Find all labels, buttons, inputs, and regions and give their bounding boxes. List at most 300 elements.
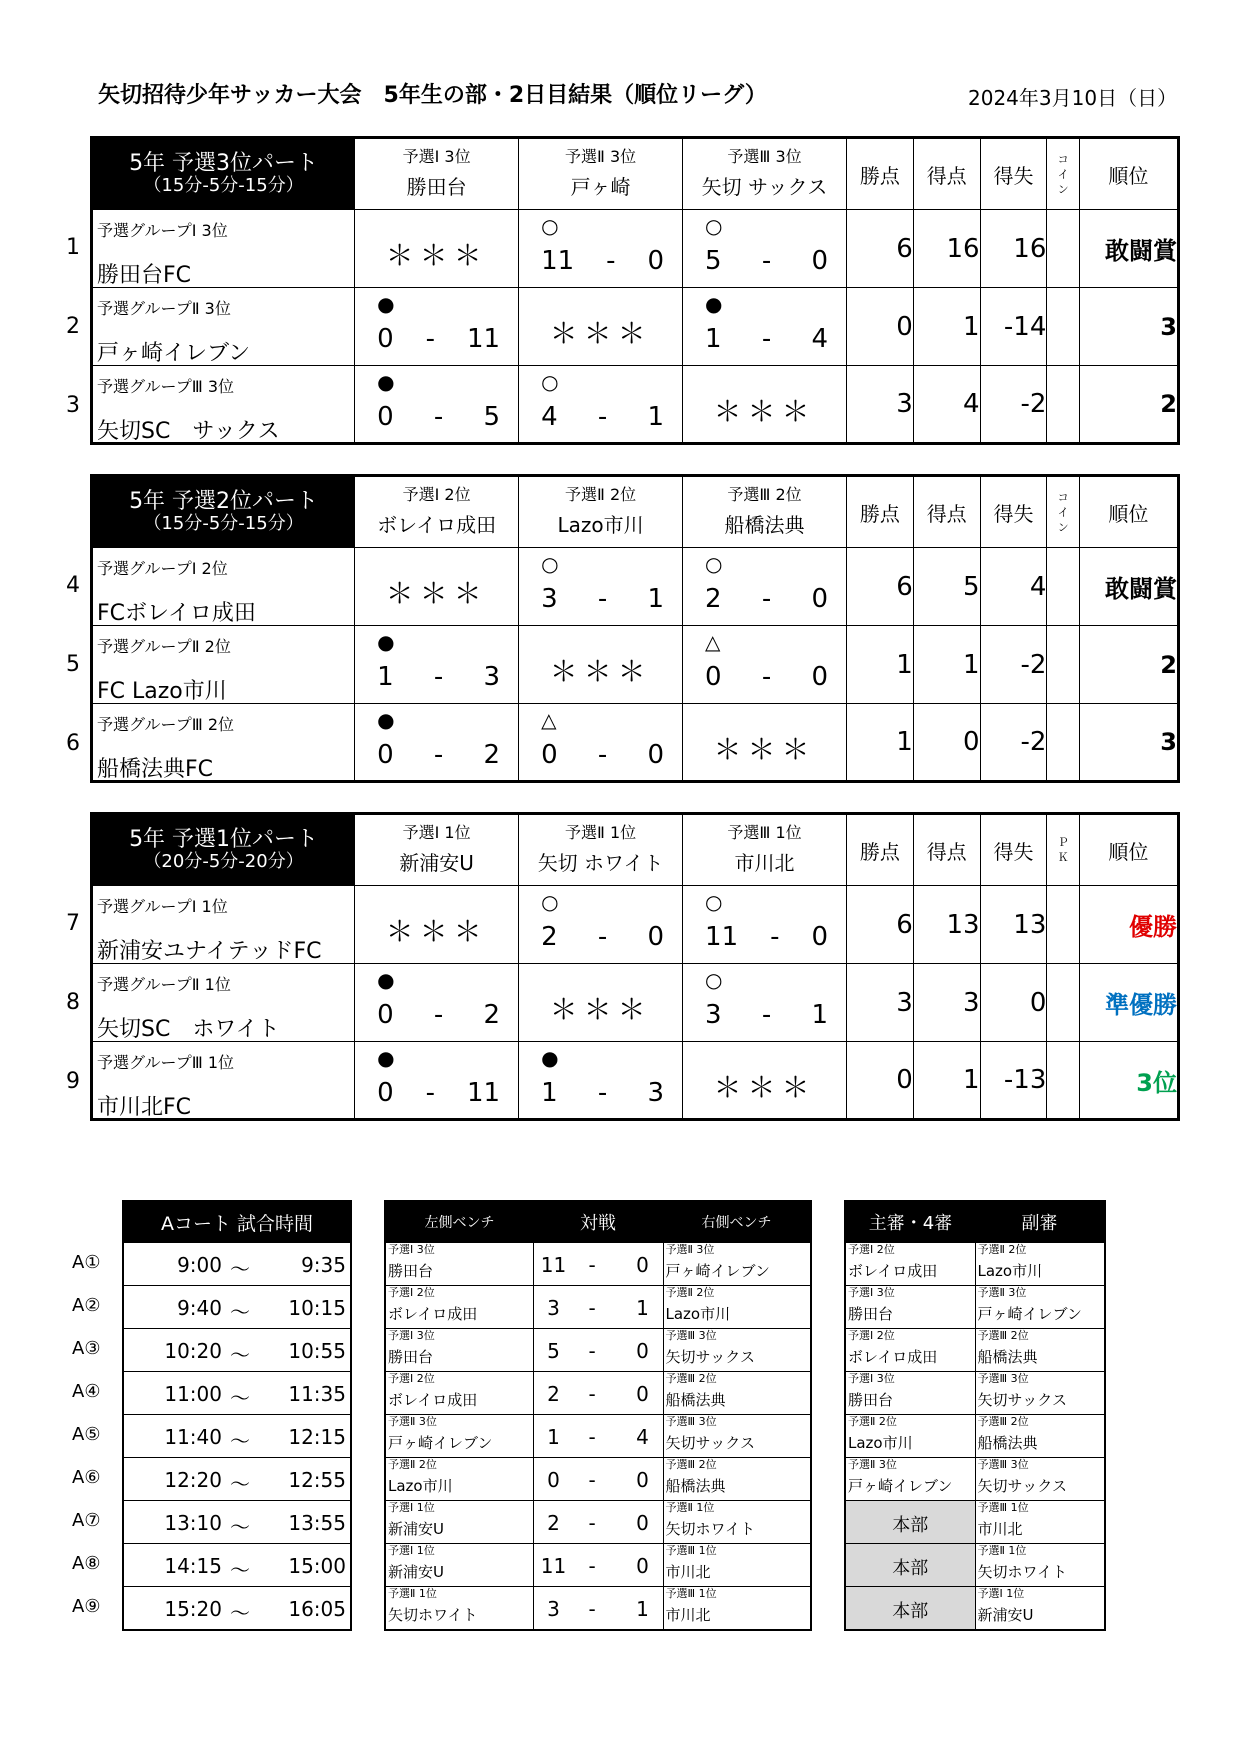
main-referee-cell	[845, 1587, 975, 1631]
tilde: ～	[230, 1343, 250, 1367]
self-match-mark: ＊＊＊	[713, 733, 816, 766]
tiebreak-value	[1047, 886, 1079, 964]
assistant-referee-qualifier: 予選Ⅲ 3位	[977, 1372, 1029, 1385]
main-referee-cell	[845, 1458, 975, 1501]
match-score	[541, 740, 664, 770]
assistant-referee-team: 市川北	[977, 1520, 1023, 1538]
score-right: 0	[636, 1468, 649, 1492]
left-team: 戸ヶ崎イレブン	[388, 1434, 493, 1452]
score-right: 0	[636, 1511, 649, 1535]
team-cell	[92, 1042, 355, 1120]
tiebreak-value	[1047, 704, 1079, 782]
tilde: ～	[230, 1257, 250, 1281]
right-bench-cell	[663, 1243, 811, 1286]
score-opp: 1	[647, 584, 665, 614]
match-score	[541, 584, 664, 614]
score-left: 2	[547, 1511, 560, 1535]
score-left: 1	[547, 1425, 560, 1449]
left-team: 矢切ホワイト	[388, 1606, 478, 1624]
match-score	[541, 402, 664, 432]
score-opp: 4	[811, 324, 828, 354]
qualifier-label: 予選Ⅱ 2位	[564, 485, 637, 504]
team-cell	[92, 210, 355, 288]
main-referee-team: Lazo市川	[848, 1434, 913, 1452]
match-score	[377, 324, 500, 354]
row-number: 8	[66, 990, 80, 1015]
match-id: A②	[72, 1295, 101, 1316]
tiebreak-value	[1047, 964, 1079, 1042]
qualifier-label: 予選Ⅰ 1位	[402, 823, 471, 842]
result-cell	[683, 964, 847, 1042]
team-name: 矢切SC ホワイト	[97, 1017, 280, 1042]
main-referee-cell	[845, 1329, 975, 1372]
score-dash: -	[433, 402, 444, 432]
team-cell	[92, 964, 355, 1042]
right-bench-cell	[663, 1286, 811, 1329]
main-referee-cell	[845, 1286, 975, 1329]
assistant-referee-cell	[975, 1587, 1105, 1631]
assistant-referee-team: 新浦安U	[977, 1606, 1034, 1624]
score-opp: 0	[811, 246, 828, 276]
result-cell	[355, 964, 519, 1042]
match-score-cell	[533, 1329, 663, 1372]
result-cell	[519, 548, 683, 626]
right-qualifier: 予選Ⅲ 2位	[665, 1458, 717, 1471]
diff-header: 得失	[980, 138, 1047, 210]
tiebreak-value	[1047, 366, 1079, 444]
diff-value: 4	[980, 548, 1047, 626]
assistant-referee-qualifier: 予選Ⅱ 1位	[977, 1544, 1027, 1557]
score-dash: -	[770, 922, 780, 952]
score-left: 2	[547, 1382, 560, 1406]
loss-mark	[377, 1046, 394, 1070]
time-cell	[123, 1415, 351, 1458]
right-team: 矢切ホワイト	[665, 1520, 756, 1538]
points-value: 1	[847, 704, 914, 782]
match-score	[705, 662, 828, 692]
row-number: 9	[66, 1069, 80, 1094]
right-qualifier: 予選Ⅲ 2位	[665, 1372, 717, 1385]
qualifier-label: 予選Ⅱ 1位	[564, 823, 637, 842]
win-mark	[541, 214, 558, 238]
score-own: 0	[377, 740, 394, 770]
start-time: 10:20	[164, 1339, 222, 1363]
match-score	[377, 402, 500, 432]
left-team: 勝田台	[388, 1348, 434, 1366]
score-dash: -	[588, 1425, 596, 1449]
goals-value: 0	[913, 704, 980, 782]
end-time: 16:05	[288, 1597, 346, 1621]
right-qualifier: 予選Ⅱ 3位	[665, 1243, 715, 1256]
end-time: 15:00	[288, 1554, 346, 1578]
self-match-mark: ＊＊＊	[713, 1071, 816, 1104]
match-score	[377, 740, 500, 770]
right-bench-cell	[663, 1372, 811, 1415]
diff-value: 13	[980, 886, 1047, 964]
points-value: 0	[847, 288, 914, 366]
points-value: 6	[847, 886, 914, 964]
end-time: 13:55	[288, 1511, 346, 1535]
points-header: 勝点	[847, 814, 914, 886]
assistant-referee-cell	[975, 1544, 1105, 1587]
match-id: A①	[72, 1252, 101, 1273]
left-qualifier: 予選Ⅰ 1位	[388, 1544, 435, 1557]
right-bench-cell	[663, 1458, 811, 1501]
row-number: 7	[66, 911, 80, 936]
page-title: 矢切招待少年サッカー大会 5年生の部・2日目結果（順位リーグ）	[98, 83, 767, 108]
draw-mark	[541, 708, 556, 732]
tilde: ～	[230, 1472, 250, 1496]
match-score-cell	[533, 1458, 663, 1501]
result-cell	[683, 288, 847, 366]
tiebreak-char: ン	[1057, 520, 1069, 534]
left-qualifier: 予選Ⅰ 2位	[388, 1286, 435, 1299]
tiebreak-value	[1047, 548, 1079, 626]
match-score-cell	[533, 1243, 663, 1286]
main-referee-team: 勝田台	[848, 1305, 894, 1323]
loss-mark	[377, 708, 394, 732]
score-own: 11	[541, 246, 575, 276]
part-time: （20分-5分-20分）	[143, 851, 304, 872]
left-bench-cell	[385, 1243, 533, 1286]
goals-value: 3	[913, 964, 980, 1042]
assistant-referee-qualifier: 予選Ⅰ 1位	[977, 1587, 1025, 1600]
score-dash: -	[761, 1000, 772, 1030]
right-team: 矢切サックス	[665, 1434, 756, 1452]
left-team: ボレイロ成田	[388, 1391, 478, 1409]
team-cell	[92, 704, 355, 782]
result-cell	[519, 626, 683, 704]
left-team: 新浦安U	[388, 1520, 444, 1538]
points-value: 6	[847, 548, 914, 626]
tiebreak-char: コ	[1057, 152, 1069, 166]
time-cell	[123, 1329, 351, 1372]
match-id: A⑦	[72, 1510, 101, 1531]
result-cell	[355, 886, 519, 964]
match-score-cell	[533, 1286, 663, 1329]
match-id: A④	[72, 1381, 101, 1402]
time-cell	[123, 1372, 351, 1415]
assistant-referee-cell	[975, 1286, 1105, 1329]
tiebreak-char: Ｋ	[1057, 851, 1069, 864]
tiebreak-char: ン	[1057, 182, 1069, 196]
match-header: 対戦	[533, 1201, 663, 1243]
part-name: 5年 予選3位パート	[129, 151, 319, 176]
goals-value: 5	[913, 548, 980, 626]
opponent-header	[519, 814, 683, 886]
time-cell	[123, 1458, 351, 1501]
start-time: 9:00	[177, 1253, 222, 1277]
row-number: 2	[66, 314, 80, 339]
match-score	[541, 1078, 664, 1108]
team-cell	[92, 288, 355, 366]
assistant-referee-qualifier: 予選Ⅲ 1位	[977, 1501, 1029, 1514]
left-team: 勝田台	[388, 1262, 434, 1280]
win-mark	[705, 552, 722, 576]
diff-value: 16	[980, 210, 1047, 288]
match-score	[377, 662, 500, 692]
match-score	[377, 1078, 500, 1108]
row-number: 6	[66, 731, 80, 756]
loss-mark	[705, 292, 722, 316]
score-opp: 5	[483, 402, 501, 432]
score-dash: -	[588, 1339, 596, 1363]
score-dash: -	[588, 1597, 596, 1621]
score-opp: 0	[647, 922, 665, 952]
tiebreak-value	[1047, 1042, 1079, 1120]
main-referee-cell	[845, 1544, 975, 1587]
headquarters-label: 本部	[892, 1601, 929, 1622]
left-bench-cell	[385, 1329, 533, 1372]
score-own: 0	[377, 402, 394, 432]
team-name: 新浦安ユナイテッドFC	[97, 939, 322, 964]
score-right: 0	[636, 1253, 649, 1277]
team-cell	[92, 886, 355, 964]
goals-value: 1	[913, 626, 980, 704]
goals-header: 得点	[913, 476, 980, 548]
score-own: 11	[705, 922, 739, 952]
main-referee-qualifier: 予選Ⅰ 3位	[848, 1372, 895, 1385]
referee-table	[844, 1200, 1106, 1631]
main-referee-team: ボレイロ成田	[848, 1348, 938, 1366]
score-dash: -	[588, 1296, 596, 1320]
right-qualifier: 予選Ⅱ 2位	[665, 1286, 715, 1299]
group-label: 予選グループⅠ 1位	[97, 897, 228, 916]
left-qualifier: 予選Ⅰ 1位	[388, 1501, 435, 1514]
rank-value: 準優勝	[1079, 964, 1178, 1042]
score-dash: -	[588, 1253, 596, 1277]
result-cell	[519, 964, 683, 1042]
match-score-cell	[533, 1372, 663, 1415]
score-dash: -	[425, 324, 436, 354]
goals-value: 1	[913, 288, 980, 366]
left-qualifier: 予選Ⅱ 2位	[388, 1458, 437, 1471]
opponent-header	[355, 476, 519, 548]
group-label: 予選グループⅠ 2位	[97, 559, 228, 578]
rank-value: 優勝	[1079, 886, 1178, 964]
score-own: 1	[377, 662, 394, 692]
match-score	[705, 246, 828, 276]
score-opp: 0	[647, 740, 665, 770]
main-referee-cell	[845, 1501, 975, 1544]
rank-value: 2	[1079, 366, 1178, 444]
group-label: 予選グループⅡ 2位	[97, 637, 231, 656]
result-cell	[355, 210, 519, 288]
score-opp: 1	[811, 1000, 828, 1030]
assistant-referee-team: 矢切サックス	[977, 1477, 1068, 1495]
score-dash: -	[597, 402, 608, 432]
points-header: 勝点	[847, 476, 914, 548]
opponent-name: 船橋法典	[724, 513, 805, 537]
score-own: 0	[541, 740, 558, 770]
right-bench-cell	[663, 1501, 811, 1544]
left-qualifier: 予選Ⅱ 1位	[388, 1587, 437, 1600]
score-opp: 3	[647, 1078, 665, 1108]
goals-header: 得点	[913, 138, 980, 210]
self-match-mark: ＊＊＊	[549, 317, 652, 350]
main-referee-qualifier: 予選Ⅱ 2位	[848, 1415, 897, 1428]
match-score	[705, 584, 828, 614]
opponent-header	[519, 476, 683, 548]
score-dash: -	[761, 662, 772, 692]
score-dash: -	[588, 1554, 596, 1578]
result-cell	[355, 288, 519, 366]
right-bench-cell	[663, 1587, 811, 1631]
time-header: Aコート 試合時間	[123, 1201, 351, 1243]
self-match-mark: ＊＊＊	[549, 655, 652, 688]
group-label: 予選グループⅢ 3位	[97, 377, 235, 396]
score-opp: 11	[466, 324, 501, 354]
main-referee-header: 主審・4審	[845, 1201, 975, 1243]
diff-value: -2	[980, 366, 1047, 444]
assistant-referee-team: 戸ヶ崎イレブン	[977, 1305, 1082, 1323]
score-own: 2	[541, 922, 558, 952]
left-bench-cell	[385, 1501, 533, 1544]
score-opp: 0	[647, 246, 665, 276]
headquarters-label: 本部	[892, 1558, 929, 1579]
tilde: ～	[230, 1386, 250, 1410]
opponent-header	[355, 814, 519, 886]
score-dash: -	[433, 740, 444, 770]
opponent-name: 市川北	[734, 851, 795, 875]
points-header: 勝点	[847, 138, 914, 210]
score-own: 5	[705, 246, 722, 276]
score-right: 0	[636, 1554, 649, 1578]
result-cell	[355, 1042, 519, 1120]
right-qualifier: 予選Ⅲ 1位	[665, 1587, 717, 1600]
part-time: （15分-5分-15分）	[143, 513, 304, 534]
loss-mark	[377, 630, 394, 654]
end-time: 10:15	[288, 1296, 346, 1320]
match-score	[705, 922, 828, 952]
main-referee-cell	[845, 1415, 975, 1458]
result-cell	[519, 704, 683, 782]
goals-header: 得点	[913, 814, 980, 886]
tiebreak-char: イ	[1057, 505, 1069, 519]
rank-header: 順位	[1079, 138, 1178, 210]
self-match-mark: ＊＊＊	[385, 915, 488, 948]
assistant-referee-team: 船橋法典	[977, 1434, 1038, 1452]
group-label: 予選グループⅡ 1位	[97, 975, 231, 994]
result-cell	[683, 366, 847, 444]
score-dash: -	[761, 246, 772, 276]
left-qualifier: 予選Ⅰ 2位	[388, 1372, 435, 1385]
score-right: 1	[636, 1296, 649, 1320]
win-mark	[541, 552, 558, 576]
opponent-name: 勝田台	[406, 175, 467, 199]
opponent-name: ボレイロ成田	[377, 513, 497, 537]
team-cell	[92, 366, 355, 444]
team-name: FC Lazo市川	[97, 679, 227, 704]
team-name: 勝田台FC	[97, 263, 192, 288]
opponent-name: 新浦安U	[399, 851, 474, 875]
match-score	[705, 324, 828, 354]
time-cell	[123, 1501, 351, 1544]
right-qualifier: 予選Ⅲ 3位	[665, 1329, 717, 1342]
assistant-referee-cell	[975, 1243, 1105, 1286]
opponent-name: Lazo市川	[557, 513, 644, 537]
goals-value: 1	[913, 1042, 980, 1120]
league-table	[90, 474, 1180, 783]
loss-mark	[377, 968, 394, 992]
assistant-referee-cell	[975, 1501, 1105, 1544]
assistant-referee-cell	[975, 1372, 1105, 1415]
score-right: 0	[636, 1339, 649, 1363]
assistant-referee-qualifier: 予選Ⅲ 2位	[977, 1415, 1029, 1428]
team-name: 戸ヶ崎イレブン	[97, 341, 251, 366]
win-mark	[705, 890, 722, 914]
part-name: 5年 予選1位パート	[129, 827, 319, 852]
right-team: Lazo市川	[665, 1305, 731, 1323]
left-bench-cell	[385, 1372, 533, 1415]
left-bench-cell	[385, 1544, 533, 1587]
result-cell	[519, 366, 683, 444]
time-cell	[123, 1286, 351, 1329]
tilde: ～	[230, 1601, 250, 1625]
score-own: 0	[377, 1078, 394, 1108]
result-cell	[683, 548, 847, 626]
result-cell	[519, 210, 683, 288]
match-score-cell	[533, 1587, 663, 1631]
opponent-header	[683, 476, 847, 548]
loss-mark	[377, 292, 394, 316]
qualifier-label: 予選Ⅲ 1位	[727, 823, 802, 842]
match-id: A③	[72, 1338, 101, 1359]
left-bench-cell	[385, 1587, 533, 1631]
right-team: 矢切サックス	[665, 1348, 756, 1366]
diff-value: -2	[980, 704, 1047, 782]
points-value: 3	[847, 964, 914, 1042]
match-score	[377, 1000, 500, 1030]
tiebreak-header	[1047, 138, 1079, 210]
score-dash: -	[433, 1000, 444, 1030]
self-match-mark: ＊＊＊	[713, 395, 816, 428]
score-right: 4	[636, 1425, 649, 1449]
league-table	[90, 812, 1180, 1121]
right-bench-cell	[663, 1415, 811, 1458]
score-dash: -	[588, 1511, 596, 1535]
right-team: 船橋法典	[665, 1477, 726, 1495]
rank-value: 3	[1079, 288, 1178, 366]
assistant-referee-qualifier: 予選Ⅱ 3位	[977, 1286, 1027, 1299]
right-bench-cell	[663, 1329, 811, 1372]
result-cell	[355, 366, 519, 444]
self-match-mark: ＊＊＊	[385, 239, 488, 272]
match-score	[541, 246, 664, 276]
part-time: （15分-5分-15分）	[143, 175, 304, 196]
assistant-referee-team: 船橋法典	[977, 1348, 1038, 1366]
match-score-cell	[533, 1544, 663, 1587]
score-own: 4	[541, 402, 558, 432]
main-referee-team: ボレイロ成田	[848, 1262, 938, 1280]
points-value: 6	[847, 210, 914, 288]
left-bench-cell	[385, 1458, 533, 1501]
score-dash: -	[425, 1078, 436, 1108]
opponent-header	[519, 138, 683, 210]
end-time: 11:35	[288, 1382, 346, 1406]
opponent-name: 矢切 サックス	[701, 175, 828, 199]
right-bench-header: 右側ベンチ	[663, 1201, 811, 1243]
score-own: 1	[705, 324, 722, 354]
opponent-name: 戸ヶ崎	[570, 175, 631, 199]
rank-value: 3位	[1079, 1042, 1178, 1120]
score-right: 0	[636, 1382, 649, 1406]
score-dash: -	[606, 246, 616, 276]
time-cell	[123, 1243, 351, 1286]
self-match-mark: ＊＊＊	[385, 577, 488, 610]
end-time: 9:35	[301, 1253, 346, 1277]
score-opp: 1	[647, 402, 665, 432]
